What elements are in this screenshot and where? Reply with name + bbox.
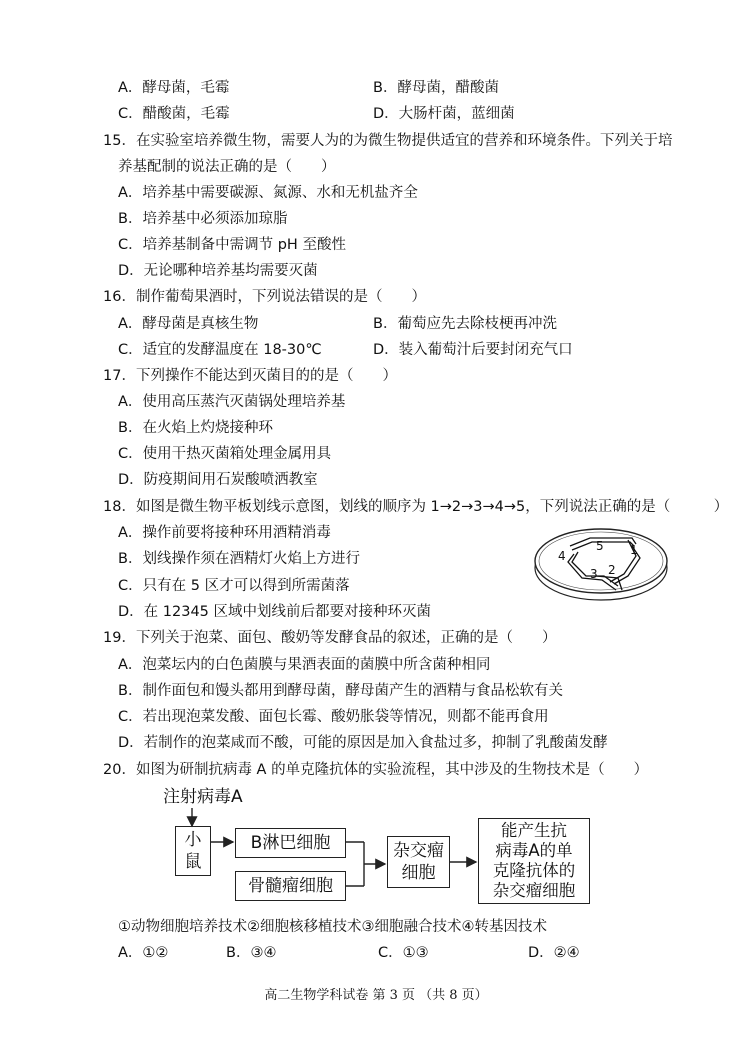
q20-option-d: D．②④ (528, 945, 580, 961)
streak-label-4: 4 (558, 549, 566, 563)
q14-option-b: B．酵母菌，醋酸菌 (373, 80, 499, 96)
hybridoma-label-line1: 杂交瘤 (393, 841, 444, 861)
q20-option-a: A．①② (118, 945, 169, 961)
q17-option-a: A．使用高压蒸汽灭菌锅处理培养基 (118, 394, 346, 410)
q19-option-c: C．若出现泡菜发酸、面包长霉、酸奶胀袋等情况，则都不能再食用 (118, 709, 549, 725)
page-footer: 高二生物学科试卷 第 3 页 （共 8 页） (264, 988, 488, 1003)
q17-option-c: C．使用干热灭菌箱处理金属用具 (118, 446, 332, 462)
q16-option-b: B．葡萄应先去除枝梗再冲洗 (373, 316, 557, 332)
result-label-line4: 杂交瘤细胞 (492, 881, 576, 900)
q15-stem-line1: 15．在实验室培养微生物，需要人为的为微生物提供适宜的营养和环境条件。下列关于培 (103, 133, 673, 149)
q20-techniques: ①动物细胞培养技术②细胞核移植技术③细胞融合技术④转基因技术 (118, 919, 547, 935)
streak-label-3: 3 (590, 567, 598, 581)
q16-option-d: D．装入葡萄汁后要封闭充气口 (373, 342, 573, 358)
q14-option-d: D．大肠杆菌，蓝细菌 (373, 106, 515, 122)
hybridoma-label-line2: 细胞 (401, 863, 436, 883)
q19-option-d: D．若制作的泡菜咸而不酸，可能的原因是加入食盐过多，抑制了乳酸菌发酵 (118, 735, 608, 751)
q16-option-a: A．酵母菌是真核生物 (118, 316, 259, 332)
q17-stem: 17．下列操作不能达到灭菌目的的是（ ） (103, 368, 397, 384)
myeloma-label: 骨髓瘤细胞 (248, 876, 333, 896)
q19-option-b: B．制作面包和馒头都用到酵母菌，酵母菌产生的酒精与食品松软有关 (118, 683, 563, 699)
myeloma-box (235, 871, 346, 901)
streak-label-2: 2 (608, 563, 616, 577)
hybridoma-box (387, 836, 450, 888)
inject-virus-label: 注射病毒A (163, 787, 243, 807)
q17-option-d: D．防疫期间用石炭酸喷洒教室 (118, 472, 318, 488)
mouse-label-line2: 鼠 (184, 852, 202, 872)
streak-plate-figure (532, 516, 670, 606)
q14-option-a: A．酵母菌，毛霉 (118, 80, 230, 96)
q16-option-c: C．适宜的发酵温度在 18-30℃ (118, 342, 322, 358)
q20-option-b: B．③④ (226, 945, 277, 961)
q19-stem: 19．下列关于泡菜、面包、酸奶等发酵食品的叙述，正确的是（ ） (103, 630, 557, 646)
b-lymphocyte-box (235, 828, 346, 858)
q18-stem: 18．如图是微生物平板划线示意图，划线的顺序为 1→2→3→4→5，下列说法正确的是（ ） (103, 499, 729, 515)
q15-stem-line2: 养基配制的说法正确的是（ ） (118, 159, 336, 175)
q15-option-d: D．无论哪种培养基均需要灭菌 (118, 263, 318, 279)
q15-option-b: B．培养基中必须添加琼脂 (118, 211, 288, 227)
q19-option-a: A．泡菜坛内的白色菌膜与果酒表面的菌膜中所含菌种相同 (118, 657, 491, 673)
result-label-line1: 能产生抗 (501, 821, 567, 840)
result-label-line3: 克隆抗体的 (492, 861, 576, 880)
q14-option-c: C．醋酸菌，毛霉 (118, 106, 230, 122)
result-label-line2: 病毒A的单 (495, 841, 573, 860)
q15-option-c: C．培养基制备中需调节 pH 至酸性 (118, 237, 346, 253)
b-lymphocyte-label: B淋巴细胞 (250, 833, 331, 853)
streak-label-5: 5 (596, 539, 604, 553)
result-box (478, 818, 590, 904)
q16-stem: 16．制作葡萄果酒时，下列说法错误的是（ ） (103, 289, 426, 305)
mouse-box (175, 826, 211, 876)
mouse-label-line1: 小 (184, 830, 202, 850)
q20-stem: 20．如图为研制抗病毒 A 的单克隆抗体的实验流程，其中涉及的生物技术是（ ） (103, 762, 649, 778)
q18-option-a: A．操作前要将接种环用酒精消毒 (118, 525, 331, 541)
q17-option-b: B．在火焰上灼烧接种环 (118, 420, 273, 436)
streak-label-1: 1 (630, 543, 638, 557)
q18-option-d: D．在 12345 区域中划线前后都要对接种环灭菌 (118, 604, 432, 620)
q18-option-c: C．只有在 5 区才可以得到所需菌落 (118, 578, 350, 594)
q18-option-b: B．划线操作须在酒精灯火焰上方进行 (118, 551, 360, 567)
q15-option-a: A．培养基中需要碳源、氮源、水和无机盐齐全 (118, 185, 418, 201)
q20-option-c: C．①③ (378, 945, 429, 961)
